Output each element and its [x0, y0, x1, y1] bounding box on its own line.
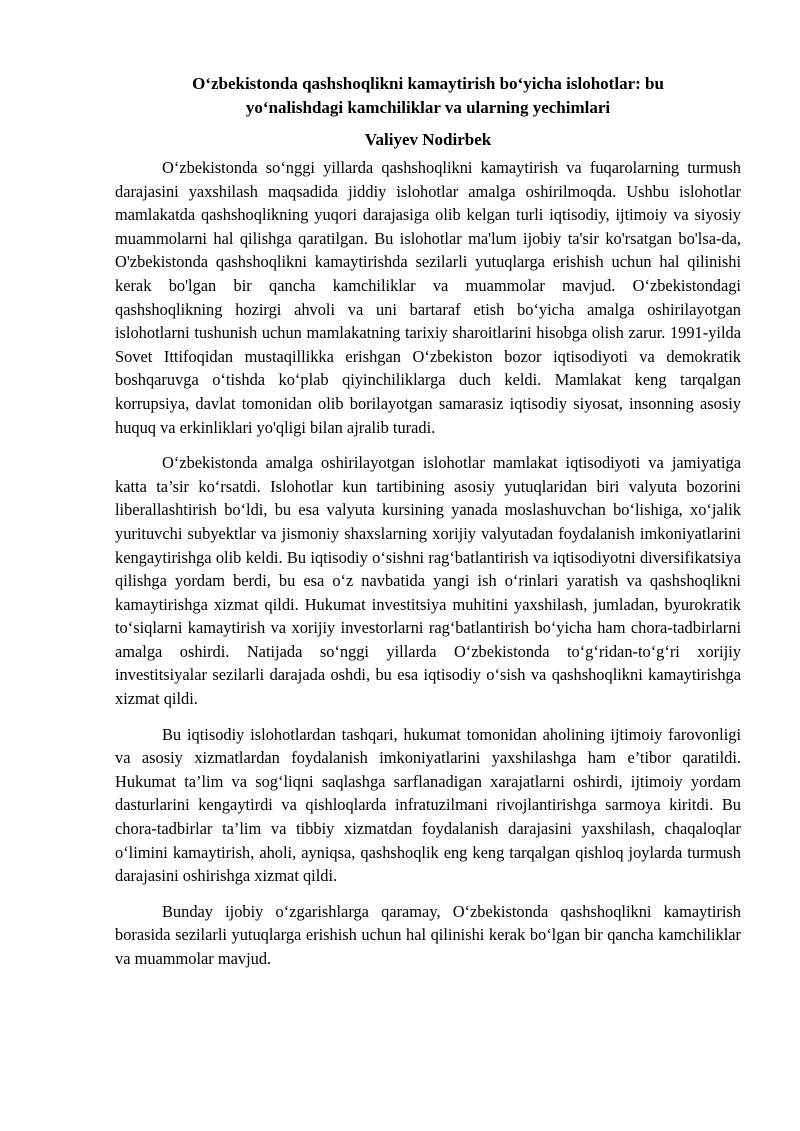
author-name: Valiyev Nodirbek: [364, 130, 492, 149]
document-title: O‘zbekistonda qashshoqlikni kamaytirish bo‘yicha islohotlar: bu yo‘nalishdagi kamchiliklar va ularning yechimlari: [192, 74, 664, 117]
paragraph: Bunday ijobiy o‘zgarishlarga qaramay, O‘zbekistonda qashshoqlikni kamaytirish borasida sezilarli yutuqlarga erishish uchun hal qilinishi kerak bo‘lgan bir qancha kamchiliklar va muammolar mavjud.: [115, 901, 741, 968]
paragraph: O‘zbekistonda so‘nggi yillarda qashshoqlikni kamaytirish va fuqarolarning turmush darajasini yaxshilash maqsadida jiddiy islohotlar amalga oshirilmoqda. Ushbu islohotlar mamlakatda qashshoqlikning yuqori darajasiga olib kelgan turli iqtisodiy, ijtimoiy va siyosiy muammolarni hal qilishga qaratilgan. Bu islohotlar ma'lum ijobiy ta'sir ko'rsatgan bo'lsa-da, O'zbekistonda qashshoqlikni kamaytirishda sezilarli yutuqlarga erishish uchun hal qilinishi kerak bo'lgan bir qancha kamchiliklar va muammolar mavjud. O‘zbekistondagi qashshoqlikning hozirgi ahvoli va uni bartaraf etish bo‘yicha amalga oshirilayotgan islohotlarni tushunish uchun mamlakatning tarixiy sharoitlarini hisobga olish zarur. 1991-yilda Sovet Ittifoqidan mustaqillikka erishgan O‘zbekiston bozor iqtisodiyoti va demokratik boshqaruvga o‘tishda ko‘plab qiyinchiliklarga duch keldi. Mamlakat keng tarqalgan korrupsiya, davlat tomonidan olib borilayotgan samarasiz iqtisodiy siyosat, insonning asosiy huquq va erkinliklari yo'qligi bilan ajralib turadi.: [115, 158, 741, 437]
paragraph: O‘zbekistonda amalga oshirilayotgan islohotlar mamlakat iqtisodiyoti va jamiyatiga katta ta’sir ko‘rsatdi. Islohotlar kun tartibining asosiy yutuqlaridan biri valyuta bozorini liberallashtirish bo‘ldi, bu esa valyuta kursining yanada moslashuvchan bo‘lishiga, xo‘jalik yurituvchi subyektlar va jismoniy shaxslarning xorijiy valyutadan foydalanish imkoniyatlarini kengaytirishga olib keldi. Bu iqtisodiy o‘sishni rag‘batlantirish va iqtisodiyotni diversifikatsiya qilishga yordam berdi, bu esa o‘z navbatida yangi ish o‘rinlari yaratish va qashshoqlikni kamaytirishga xizmat qildi. Hukumat investitsiya muhitini yaxshilash, jumladan, byurokratik to‘siqlarni kamaytirish va xorijiy investorlarni rag‘batlantirish bo‘yicha ham chora-tadbirlarni amalga oshirdi. Natijada so‘nggi yillarda O‘zbekistonda to‘g‘ridan-to‘g‘ri xorijiy investitsiyalar sezilarli darajada oshdi, bu esa iqtisodiy o‘sish va qashshoqlikni kamaytirishga xizmat qildi.: [115, 453, 741, 709]
paragraph: Bu iqtisodiy islohotlardan tashqari, hukumat tomonidan aholining ijtimoiy farovonligi va asosiy xizmatlardan foydalanish imkoniyatlarini yaxshilashga ham e’tibor qaratildi. Hukumat ta’lim va sog‘liqni saqlashga sarflanadigan xarajatlarni oshirdi, ijtimoiy yordam dasturlarini kengaytirdi va qishloqlarda infratuzilmani rivojlantirishga sarmoya kiritdi. Bu chora-tadbirlar ta’lim va tibbiy xizmatdan foydalanish darajasini yaxshilash, chaqaloqlar o‘limini kamaytirish, aholi, ayniqsa, qashshoqlik eng keng tarqalgan qishloq joylarda turmush darajasini oshirishga xizmat qildi.: [115, 724, 741, 886]
document-page: [115, 72, 741, 983]
